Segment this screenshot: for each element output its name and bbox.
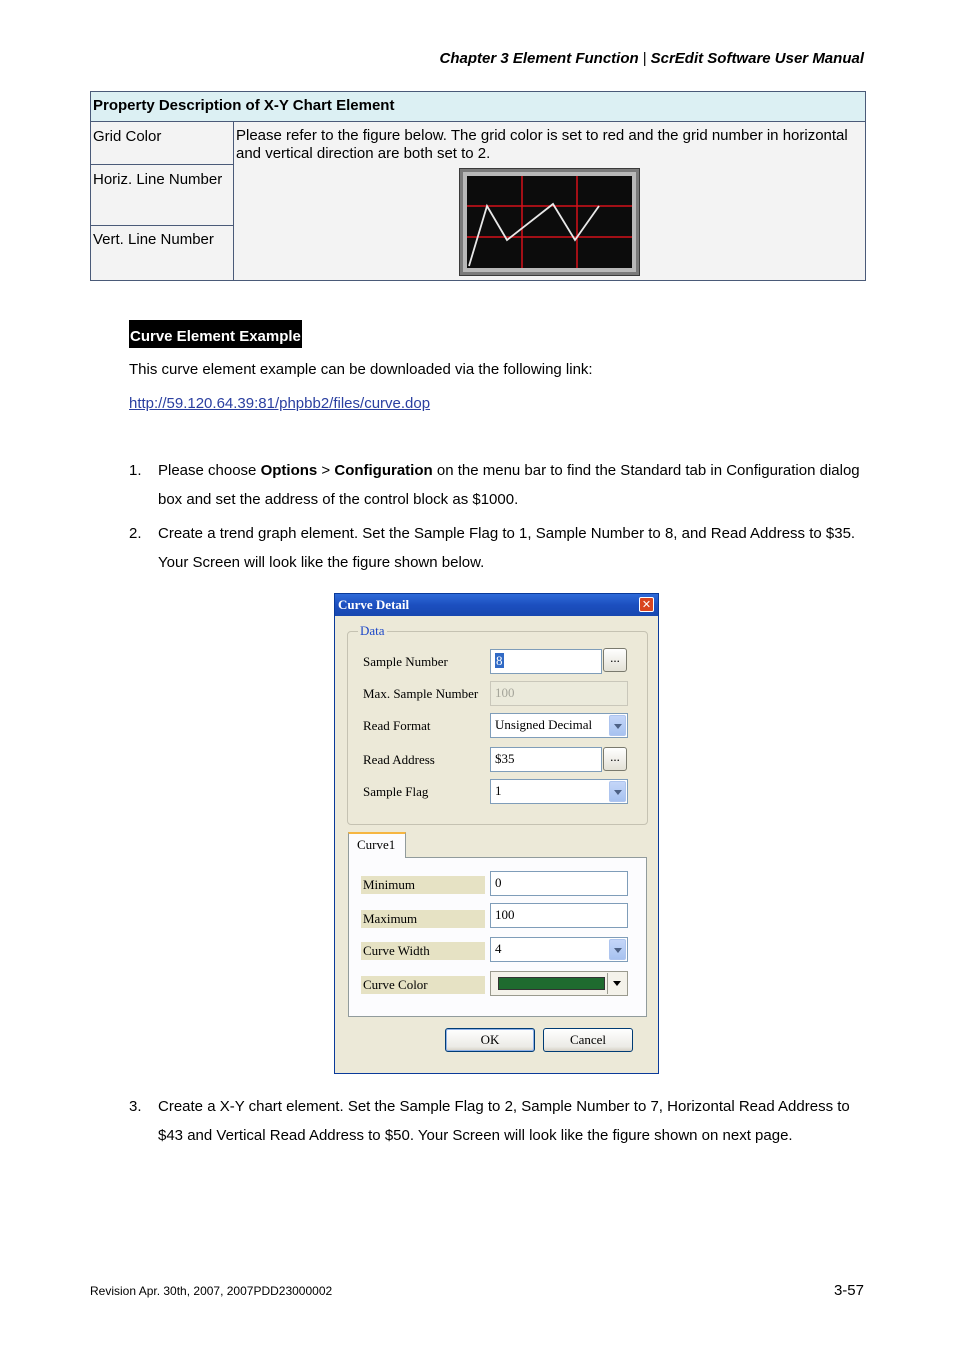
property-table	[90, 91, 866, 281]
tab-curve1[interactable]: Curve1	[348, 832, 406, 858]
row-label-grid-color: Grid Color	[93, 128, 162, 145]
step-text-part: on the menu bar to find the Standard tab in Configuration dialog box and set the address of the control block as $1000.	[158, 462, 860, 508]
row-label-horiz-line-number: Horiz. Line Number	[93, 171, 223, 188]
sample-number-input[interactable]	[490, 649, 602, 674]
step-text: Create a trend graph element. Set the Sample Flag to 1, Sample Number to 8, and Read Address to $35. Your Screen will look like the figure shown below.	[158, 525, 856, 571]
curve-detail-dialog	[334, 593, 659, 1074]
intro-text: This curve element example can be downloaded via the following link:	[129, 361, 593, 378]
table-divider	[91, 164, 234, 165]
table-divider	[91, 225, 234, 226]
data-group-title: Data	[360, 623, 385, 638]
property-table-title: Property Description of X-Y Chart Element	[91, 92, 865, 122]
table-divider	[233, 122, 234, 280]
menu-configuration: Configuration	[334, 462, 433, 479]
download-link[interactable]: http://59.120.64.39:81/phpbb2/files/curve.dop	[129, 395, 431, 412]
step-text	[158, 456, 868, 514]
chevron-down-icon[interactable]	[609, 781, 626, 802]
chapter-title: Chapter 3 Element Function	[439, 50, 639, 67]
minimum-input[interactable]: 0	[490, 871, 628, 896]
running-header	[439, 50, 864, 67]
manual-title: ScrEdit Software User Manual	[650, 50, 864, 67]
grid-color-description: Please refer to the figure below. The grid color is set to red and the grid number in horizontal and vertical direction are both set to 2.	[236, 127, 848, 162]
maximum-label: Maximum	[361, 910, 485, 928]
sample-number-value: 8	[496, 653, 503, 668]
row-label-vert-line-number: Vert. Line Number	[93, 231, 214, 248]
read-format-label: Read Format	[363, 718, 431, 733]
menu-options: Options	[260, 462, 318, 479]
plot-area	[467, 176, 632, 268]
read-address-label: Read Address	[363, 752, 435, 767]
step-text-part: >	[317, 462, 335, 479]
read-address-input[interactable]: $35	[490, 747, 602, 772]
chevron-down-icon[interactable]	[609, 715, 626, 736]
read-format-select[interactable]	[490, 713, 628, 738]
read-format-value: Unsigned Decimal	[495, 717, 593, 732]
curve-color-label: Curve Color	[361, 976, 485, 994]
minimum-label: Minimum	[361, 876, 485, 894]
ok-button[interactable]: OK	[445, 1028, 535, 1052]
sample-number-label: Sample Number	[363, 654, 448, 669]
step-number: 3.	[129, 1098, 142, 1115]
curve-color-swatch	[498, 977, 605, 990]
step-text: Create a X-Y chart element. Set the Sample Flag to 2, Sample Number to 7, Horizontal Read Address to $43 and Vertical Read Address to $50. Your Screen will look like the figure shown on next page.	[158, 1098, 850, 1144]
curve-width-label: Curve Width	[361, 942, 485, 960]
chevron-down-icon[interactable]	[609, 939, 626, 960]
page-number: 3-57	[833, 1282, 864, 1299]
dialog-title: Curve Detail	[335, 594, 658, 616]
header-separator: |	[642, 50, 647, 67]
max-sample-number-label: Max. Sample Number	[363, 686, 479, 701]
section-title: Curve Element Example	[129, 320, 302, 348]
curve-color-picker[interactable]	[490, 971, 628, 996]
maximum-input[interactable]: 100	[490, 903, 628, 928]
curve-width-select[interactable]	[490, 937, 628, 962]
step-text-part: Please choose	[158, 462, 261, 479]
color-dropdown-button[interactable]	[607, 973, 625, 994]
cancel-button[interactable]: Cancel	[543, 1028, 633, 1052]
step-number: 2.	[129, 525, 142, 542]
sample-number-browse-button[interactable]: ...	[603, 648, 627, 672]
curve-width-value: 4	[495, 941, 502, 956]
step-number: 1.	[129, 462, 142, 479]
sample-flag-label: Sample Flag	[363, 784, 429, 799]
close-x-icon[interactable]: ✕	[639, 597, 654, 612]
max-sample-number-input: 100	[490, 681, 628, 706]
xy-chart-grid-figure	[459, 168, 640, 276]
revision-footer: Revision Apr. 30th, 2007, 2007PDD23000002	[90, 1284, 333, 1298]
chevron-down-icon	[613, 981, 621, 986]
sample-flag-value: 1	[495, 783, 502, 798]
sample-flag-select[interactable]	[490, 779, 628, 804]
read-address-browse-button[interactable]: ...	[603, 747, 627, 771]
